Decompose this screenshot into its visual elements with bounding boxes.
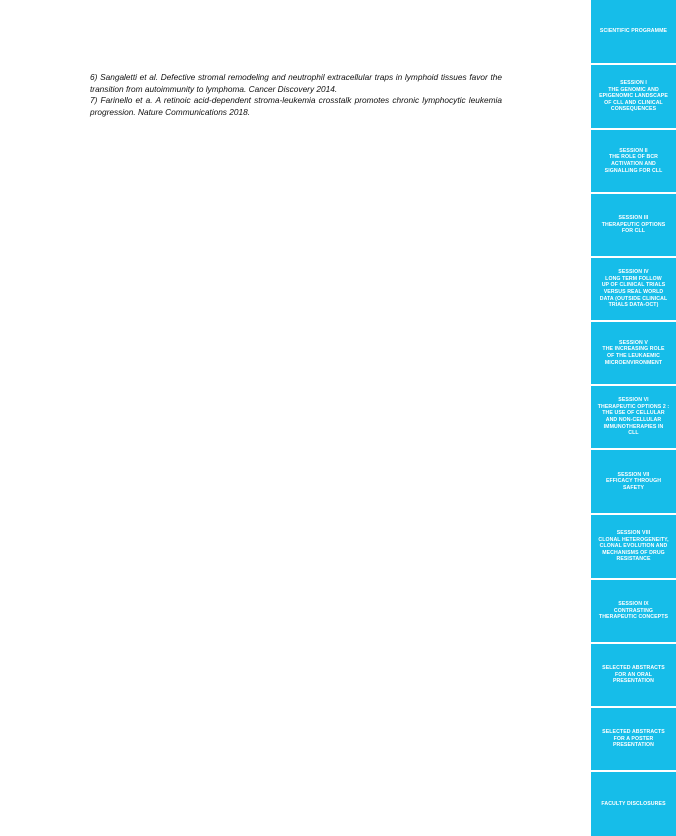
reference-list <box>90 72 502 118</box>
tab-label: FACULTY DISCLOSURES <box>601 800 666 807</box>
tab-label: SESSION I THE GENOMIC AND EPIGENOMIC LANDSCAPE OF CLL AND CLINICAL CONSEQUENCES <box>599 80 668 113</box>
tab-label: SESSION V THE INCREASING ROLE OF THE LEUKAEMIC MICROENVIRONMENT <box>602 339 665 366</box>
tab-label: SESSION VI THERAPEUTIC OPTIONS 2 : THE USE OF CELLULAR AND NON-CELLULAR IMMUNOTHERAPIES IN CLL <box>597 397 670 437</box>
tab-session-5[interactable] <box>591 322 676 384</box>
reference-6: 6) Sangaletti et al. Defective stromal remodeling and neutrophil extracellular traps in lymphoid tissues favor the transition from autoimmunity to lymphoma. Cancer Discovery 2014. <box>90 72 502 94</box>
tab-session-7[interactable] <box>591 450 676 513</box>
programme-sidebar <box>591 0 676 836</box>
tab-label: SESSION IX CONTRASTING THERAPEUTIC CONCEPTS <box>598 601 669 621</box>
tab-session-2[interactable] <box>591 130 676 192</box>
tab-label: SESSION IV LONG TERM FOLLOW UP OF CLINICAL TRIALS VERSUS REAL WORLD DATA (OUTSIDE CLINICAL TRIALS DATA-OCT) <box>599 269 668 309</box>
tab-session-6[interactable] <box>591 386 676 448</box>
tab-oral-abstracts[interactable] <box>591 644 676 706</box>
tab-label: SELECTED ABSTRACTS FOR AN ORAL PRESENTATION <box>602 665 665 685</box>
tab-faculty-disclosures[interactable] <box>591 772 676 836</box>
tab-label: SESSION VII EFFICACY THROUGH SAFETY <box>605 471 662 491</box>
tab-label: SESSION II THE ROLE OF BCR ACTIVATION AND SIGNALLING FOR CLL <box>604 147 663 174</box>
tab-label: SCIENTIFIC PROGRAMME <box>599 28 668 35</box>
reference-7: 7) Farinello et a. A retinoic acid-dependent stroma-leukemia crosstalk promotes chronic lymphocytic leukemia progression. Nature Communications 2018. <box>90 95 502 117</box>
tab-scientific-programme[interactable] <box>591 0 676 63</box>
tab-label: SELECTED ABSTRACTS FOR A POSTER PRESENTATION <box>602 729 665 749</box>
tab-session-8[interactable] <box>591 515 676 578</box>
tab-session-4[interactable] <box>591 258 676 320</box>
tab-session-1[interactable] <box>591 65 676 128</box>
tab-label: SESSION VIII CLONAL HETEROGENEITY, CLONAL EVOLUTION AND MECHANISMS OF DRUG RESISTANCE <box>598 530 669 563</box>
tab-session-3[interactable] <box>591 194 676 256</box>
tab-poster-abstracts[interactable] <box>591 708 676 770</box>
tab-label: SESSION III THERAPEUTIC OPTIONS FOR CLL <box>601 215 666 235</box>
tab-session-9[interactable] <box>591 580 676 642</box>
